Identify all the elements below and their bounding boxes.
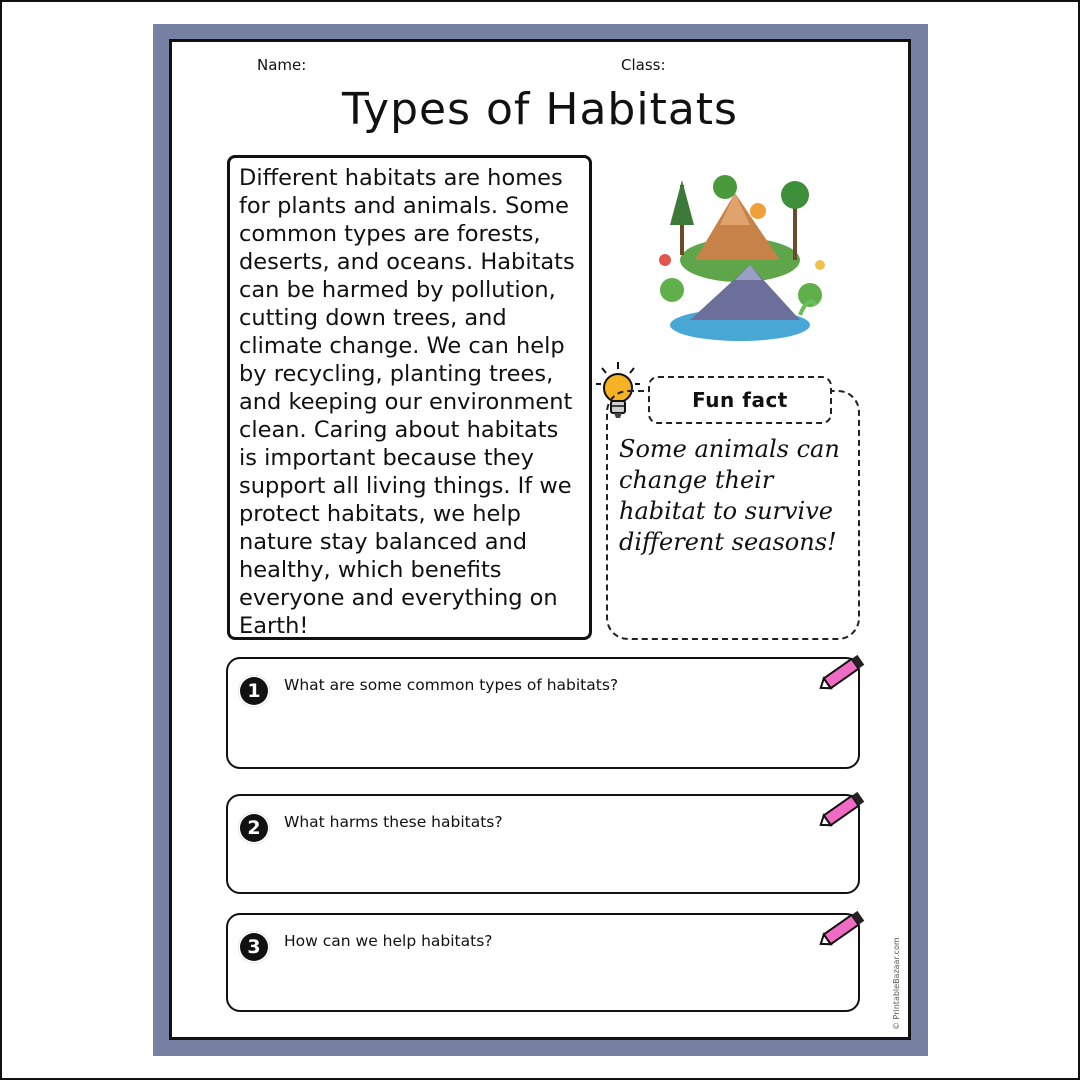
pencil-icon	[816, 788, 868, 832]
class-label: Class:	[621, 56, 666, 74]
fun-fact-label: Fun fact	[648, 376, 832, 424]
question-number-1: 1	[238, 675, 270, 707]
fun-fact-text: Some animals can change their habitat to survive different seasons!	[619, 435, 840, 556]
pencil-icon	[816, 651, 868, 695]
question-box-1[interactable]	[226, 657, 860, 769]
question-box-2[interactable]	[226, 794, 860, 894]
question-number-2: 2	[238, 812, 270, 844]
question-number-3: 3	[238, 931, 270, 963]
name-label: Name:	[257, 56, 307, 74]
page-title: Types of Habitats	[342, 84, 738, 135]
question-text-1: What are some common types of habitats?	[284, 676, 619, 694]
question-box-3[interactable]	[226, 913, 860, 1012]
question-text-2: What harms these habitats?	[284, 813, 503, 831]
watermark: © PrintableBazaar.com	[892, 937, 901, 1030]
reading-passage: Different habitats are homes for plants and animals. Some common types are forests, deserts, and oceans. Habitats can be harmed by pollution, cutting down trees, and climate change. We can help by recycling, planting trees, and keeping our environment clean. Caring about habitats is important because they support all living things. If we protect habitats, we help nature stay balanced and healthy, which benefits everyone and everything on Earth!	[227, 155, 592, 640]
question-text-3: How can we help habitats?	[284, 932, 493, 950]
pencil-icon	[816, 907, 868, 951]
habitat-illustration-icon	[650, 165, 830, 345]
